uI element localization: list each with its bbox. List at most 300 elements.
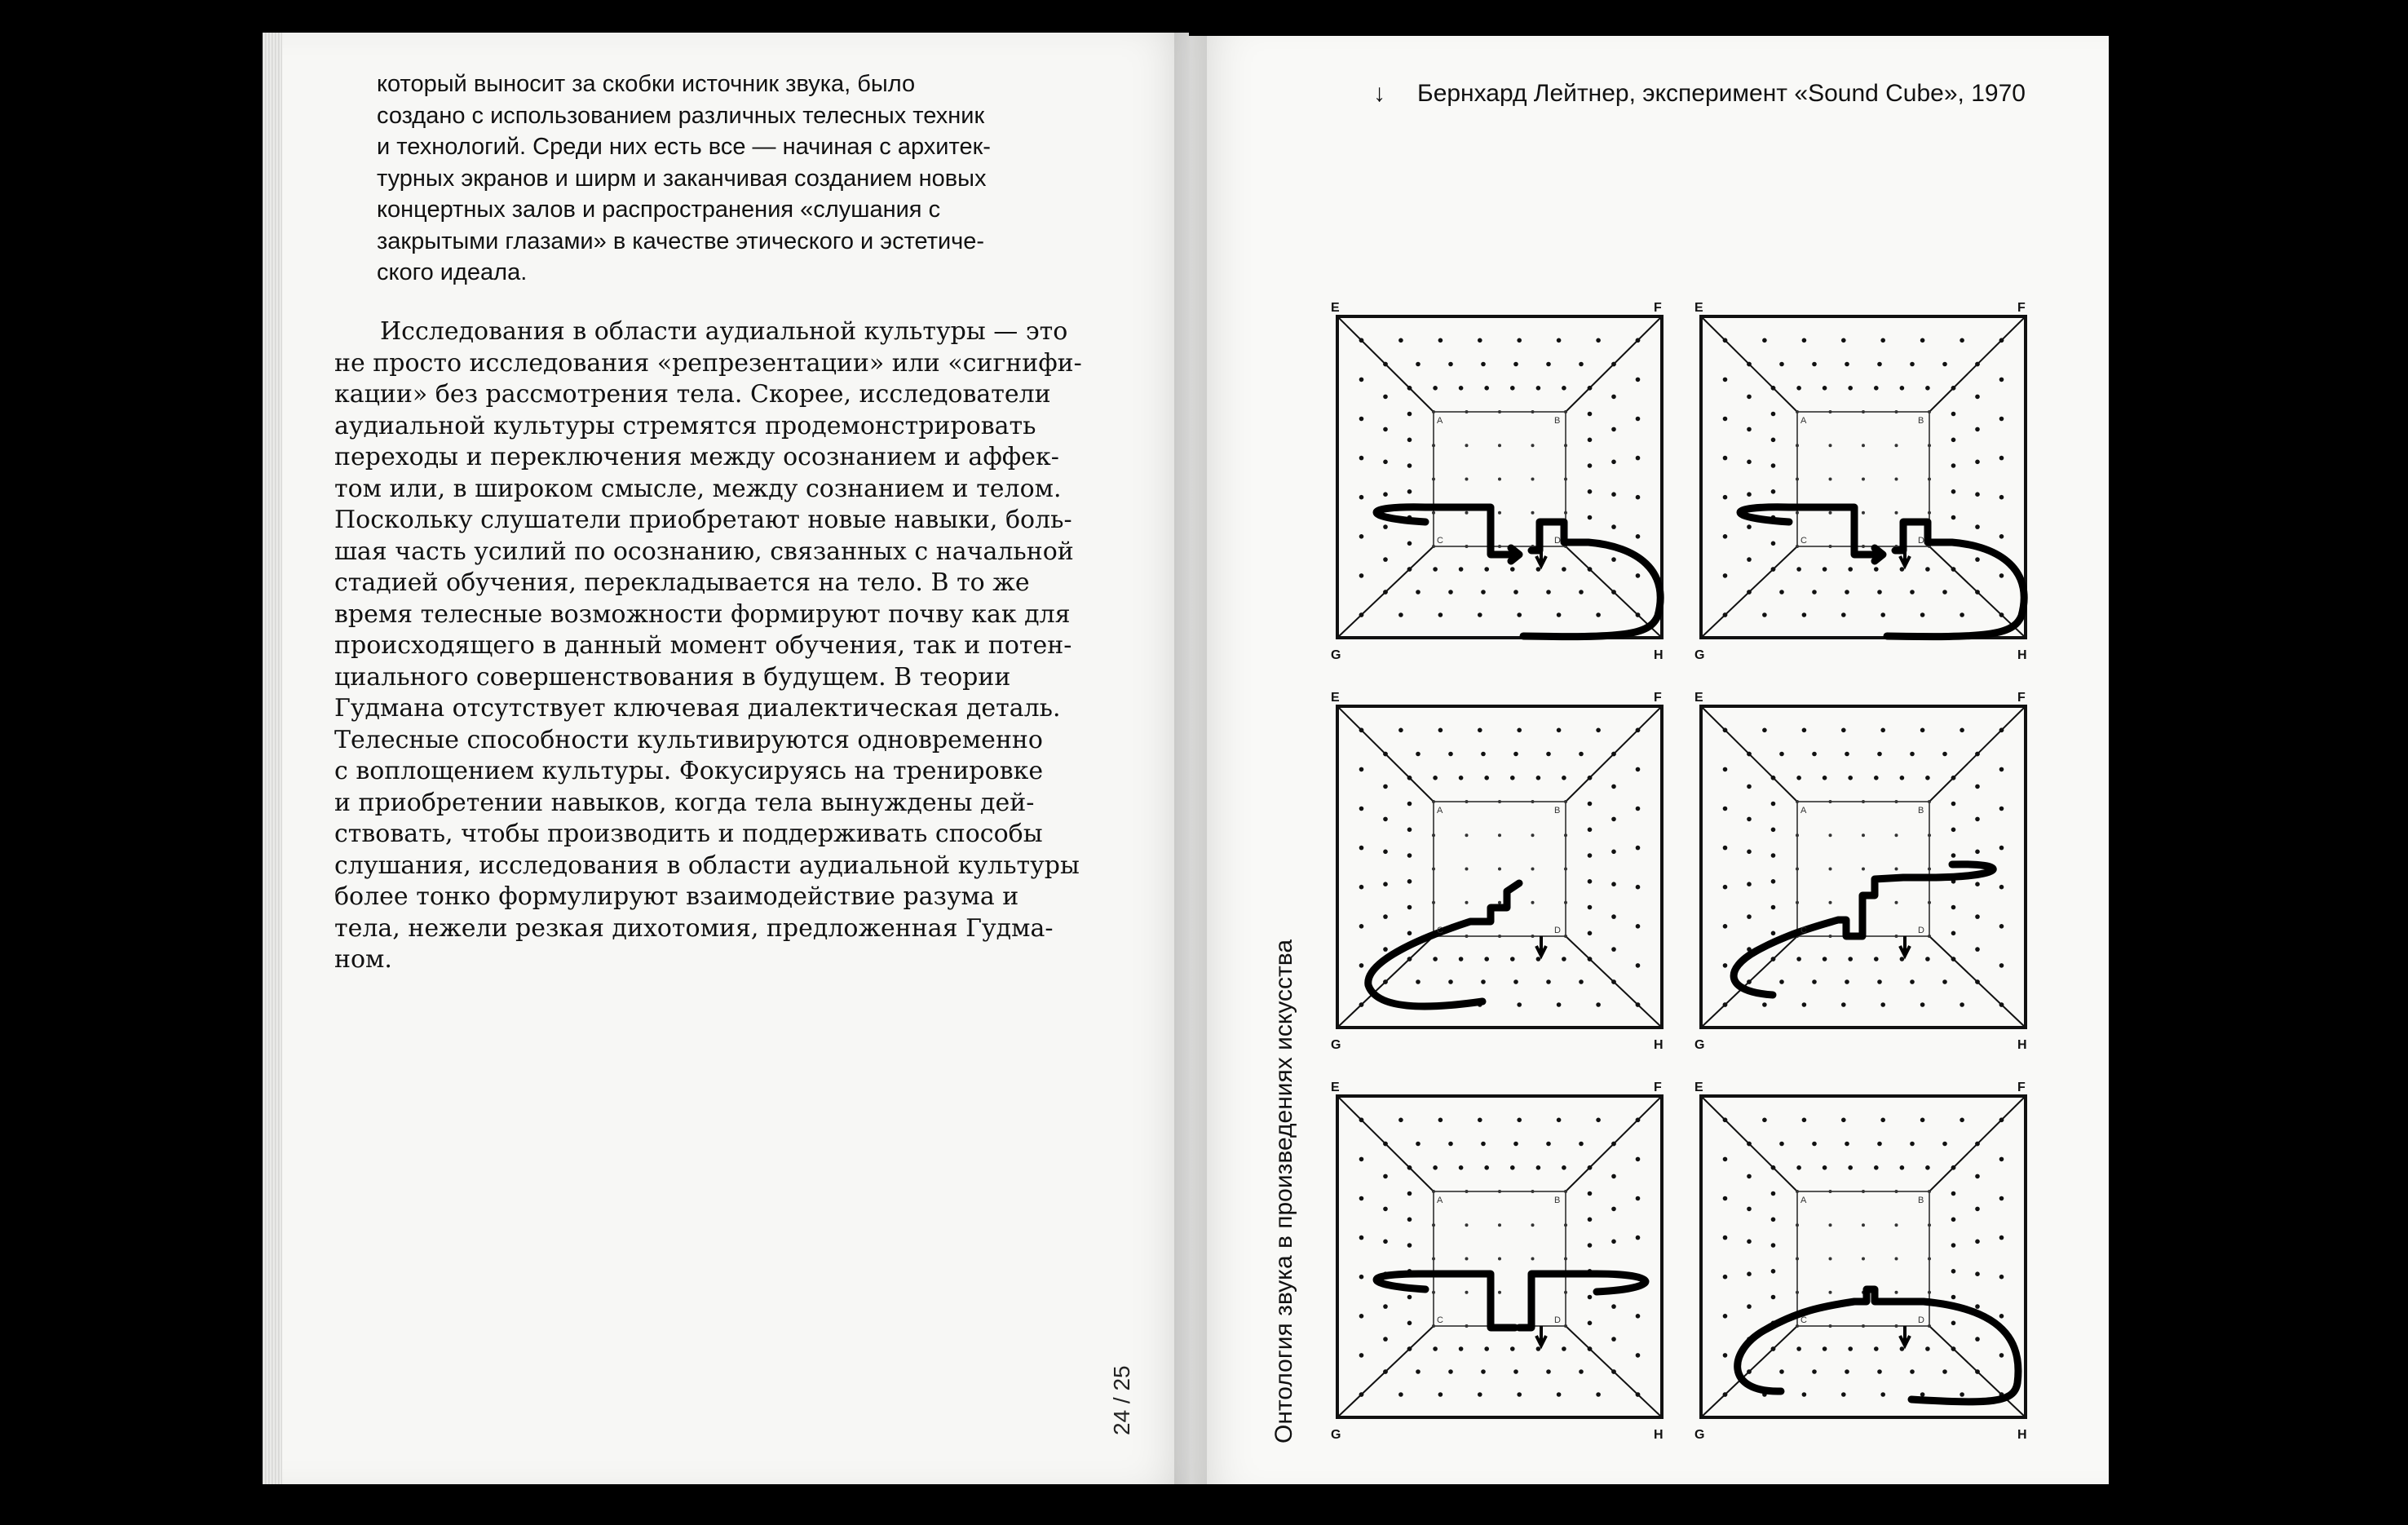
speaker-dot [1796, 1190, 1799, 1193]
speaker-dot [1432, 444, 1435, 447]
speaker-dot [1636, 495, 1641, 500]
speaker-dot [1636, 1002, 1641, 1007]
speaker-dot [1920, 728, 1925, 733]
speaker-dot [1416, 1369, 1420, 1374]
speaker-dot [1433, 957, 1438, 961]
speaker-dot [1802, 728, 1807, 733]
speaker-dot [1999, 1353, 2004, 1358]
inner-corner-label: B [1918, 806, 1924, 816]
speaker-dot [1975, 785, 1980, 789]
speaker-dot [1564, 511, 1567, 515]
speaker-dot [1975, 1174, 1980, 1179]
speaker-dot [1960, 612, 1964, 617]
corner-label: F [1654, 302, 1662, 315]
speaker-dot [1920, 338, 1925, 343]
corner-label: E [1331, 302, 1340, 315]
speaker-dot [1557, 338, 1562, 343]
speaker-dot [1942, 979, 1947, 984]
speaker-dot [1465, 800, 1469, 803]
speaker-dot [1359, 1196, 1364, 1201]
speaker-dot [1848, 386, 1853, 391]
speaker-dot [1432, 511, 1435, 515]
speaker-dot [1975, 1369, 1980, 1374]
speaker-dot [1723, 1118, 1728, 1123]
speaker-dot [1951, 489, 1956, 494]
text-line: который выносит за скобки источник звука, было [377, 71, 916, 97]
speaker-dot [1407, 1218, 1412, 1222]
speaker-dot [1762, 338, 1767, 343]
speaker-dot [1531, 444, 1535, 447]
speaker-dot [1877, 752, 1882, 757]
speaker-dot [1481, 1142, 1486, 1147]
speaker-dot [1465, 833, 1469, 837]
speaker-dot [1928, 901, 1931, 904]
speaker-dot [1416, 590, 1420, 595]
speaker-dot [1588, 879, 1593, 884]
speaker-dot [1829, 1258, 1832, 1261]
speaker-dot [1951, 1165, 1956, 1170]
speaker-dot [1359, 767, 1364, 772]
speaker-dot [1407, 905, 1412, 910]
speaker-dot [1862, 1258, 1865, 1261]
speaker-dot [1771, 776, 1776, 780]
speaker-dot [1920, 612, 1925, 617]
speaker-dot [1951, 1243, 1956, 1248]
speaker-dot [1588, 1165, 1593, 1170]
speaker-dot [1546, 1142, 1551, 1147]
speaker-dot [1564, 800, 1567, 803]
speaker-dot [1975, 1337, 1980, 1342]
speaker-dot [1862, 800, 1865, 803]
speaker-dot [1611, 882, 1616, 886]
speaker-dot [1359, 338, 1364, 343]
speaker-dot [1465, 868, 1469, 871]
speaker-dot [1557, 1392, 1562, 1397]
speaker-dot [1636, 573, 1641, 578]
inner-corner-label: A [1800, 416, 1807, 426]
speaker-dot [1928, 1190, 1931, 1193]
speaker-dot [1383, 524, 1388, 529]
speaker-dot [1862, 511, 1865, 515]
text-line: с воплощением культуры. Фокусируясь на тренировке [334, 757, 1044, 785]
speaker-dot [1999, 612, 2004, 617]
speaker-dot [1999, 846, 2004, 851]
speaker-dot [1796, 776, 1801, 780]
speaker-dot [1636, 1196, 1641, 1201]
speaker-dot [1407, 828, 1412, 833]
speaker-dot [1517, 728, 1522, 733]
speaker-dot [1636, 885, 1641, 890]
speaker-dot [1802, 1118, 1807, 1123]
paragraph-sans [377, 69, 1070, 289]
speaker-dot [1951, 438, 1956, 443]
speaker-dot [1359, 885, 1364, 890]
speaker-dot [1564, 478, 1567, 481]
speaker-dot [1771, 1218, 1776, 1222]
speaker-dot [1636, 378, 1641, 382]
speaker-dot [1951, 1191, 1956, 1196]
speaker-dot [1588, 1218, 1593, 1222]
speaker-dot [1459, 776, 1464, 780]
speaker-dot [1611, 1174, 1616, 1179]
speaker-dot [1517, 1118, 1522, 1123]
speaker-dot [1823, 567, 1827, 572]
speaker-dot [1771, 957, 1776, 961]
speaker-dot [1762, 728, 1767, 733]
speaker-dot [1747, 590, 1752, 595]
speaker-dot [1910, 979, 1915, 984]
speaker-dot [1841, 1002, 1846, 1007]
speaker-dot [1951, 1218, 1956, 1222]
speaker-dot [1478, 338, 1482, 343]
corner-label: G [1694, 648, 1705, 661]
speaker-dot [1557, 612, 1562, 617]
speaker-dot [1862, 1324, 1865, 1328]
speaker-dot [1588, 1346, 1593, 1351]
speaker-dot [1498, 478, 1501, 481]
speaker-dot [1829, 901, 1832, 904]
speaker-dot [1588, 957, 1593, 961]
corner-label: H [1654, 1428, 1664, 1440]
corner-label: G [1694, 1038, 1705, 1050]
speaker-dot [1723, 1002, 1728, 1007]
speaker-dot [1433, 776, 1438, 780]
speaker-dot [1596, 728, 1601, 733]
speaker-dot [1383, 395, 1388, 400]
speaker-dot [1513, 1369, 1518, 1374]
speaker-dot [1510, 386, 1515, 391]
speaker-dot [1723, 1314, 1728, 1319]
speaker-dot [1546, 752, 1551, 757]
speaker-dot [1564, 1291, 1567, 1294]
speaker-dot [1779, 1142, 1784, 1147]
speaker-dot [1910, 590, 1915, 595]
speaker-dot [1999, 885, 2004, 890]
speaker-dot [1895, 833, 1898, 837]
corner-label: G [1694, 1428, 1705, 1440]
speaker-dot [1432, 800, 1435, 803]
sound-path [1376, 507, 1660, 637]
arrow-down-icon [1900, 1326, 1910, 1346]
sound-cube-diagram [1691, 302, 2034, 661]
inner-corner-label: A [1437, 1196, 1443, 1205]
speaker-dot [1465, 1291, 1469, 1294]
speaker-dot [1438, 612, 1443, 617]
speaker-dot [1862, 1190, 1865, 1193]
speaker-dot [1895, 800, 1898, 803]
speaker-dot [1895, 410, 1898, 413]
speaker-dot [1459, 957, 1464, 961]
speaker-dot [1484, 567, 1489, 572]
speaker-dot [1611, 524, 1616, 529]
text-line: время телесные возможности формируют почву как для [334, 599, 1071, 629]
speaker-dot [1407, 1321, 1412, 1326]
speaker-dot [1407, 879, 1412, 884]
speaker-dot [1432, 1291, 1435, 1294]
speaker-dot [1928, 478, 1931, 481]
speaker-dot [1762, 1002, 1767, 1007]
speaker-dot [1359, 963, 1364, 968]
speaker-dot [1999, 456, 2004, 461]
speaker-dot [1562, 1165, 1566, 1170]
speaker-dot [1877, 590, 1882, 595]
speaker-dot [1438, 1392, 1443, 1397]
speaker-dot [1383, 557, 1388, 562]
speaker-dot [1771, 1295, 1776, 1300]
speaker-dot [1498, 444, 1501, 447]
speaker-dot [1999, 534, 2004, 539]
speaker-dot [1942, 1142, 1947, 1147]
speaker-dot [1928, 833, 1931, 837]
speaker-dot [1433, 1346, 1438, 1351]
speaker-dot [1564, 1324, 1567, 1328]
speaker-dot [1880, 338, 1885, 343]
speaker-dot [1951, 1295, 1956, 1300]
sound-cube-diagram [1691, 692, 2034, 1050]
speaker-dot [1747, 427, 1752, 432]
speaker-dot [1951, 386, 1956, 391]
corner-label: F [2017, 1081, 2026, 1094]
speaker-dot [1432, 1258, 1435, 1261]
speaker-dot [1432, 1324, 1435, 1328]
speaker-dot [1481, 362, 1486, 367]
speaker-dot [1611, 1207, 1616, 1212]
speaker-dot [1928, 1324, 1931, 1328]
speaker-dot [1564, 1223, 1567, 1227]
speaker-dot [1960, 728, 1964, 733]
corner-label: G [1331, 1428, 1341, 1440]
speaker-dot [1975, 590, 1980, 595]
speaker-dot [1829, 545, 1832, 548]
speaker-dot [1895, 1291, 1898, 1294]
speaker-dot [1951, 931, 1956, 936]
speaker-dot [1432, 868, 1435, 871]
speaker-dot [1812, 590, 1817, 595]
speaker-dot [1407, 853, 1412, 858]
speaker-dot [1845, 1369, 1849, 1374]
speaker-dot [1841, 1392, 1846, 1397]
speaker-dot [1796, 386, 1801, 391]
speaker-dot [1779, 752, 1784, 757]
speaker-dot [1636, 612, 1641, 617]
inner-corner-label: D [1554, 536, 1561, 546]
speaker-dot [1747, 882, 1752, 886]
speaker-dot [1510, 567, 1515, 572]
speaker-dot [1536, 776, 1541, 780]
speaker-dot [1723, 338, 1728, 343]
speaker-dot [1771, 463, 1776, 468]
speaker-dot [1611, 557, 1616, 562]
speaker-dot [1588, 802, 1593, 807]
speaker-dot [1895, 1223, 1898, 1227]
text-line: аудиальной культуры стремятся продемонстрировать [334, 411, 1036, 440]
inner-corner-label: C [1437, 1315, 1443, 1325]
speaker-dot [1611, 1337, 1616, 1342]
speaker-dot [1407, 1165, 1412, 1170]
speaker-dot [1975, 1142, 1980, 1147]
speaker-dot [1359, 495, 1364, 500]
speaker-dot [1747, 850, 1752, 855]
speaker-dot [1975, 492, 1980, 497]
speaker-dot [1531, 1258, 1535, 1261]
speaker-dot [1564, 1258, 1567, 1261]
speaker-dot [1636, 1235, 1641, 1240]
text-line: и приобретении навыков, когда тела вынуждены дей- [334, 788, 1035, 817]
speaker-dot [1999, 924, 2004, 929]
speaker-dot [1636, 807, 1641, 811]
speaker-dot [1928, 868, 1931, 871]
speaker-dot [1900, 776, 1905, 780]
speaker-dot [1723, 612, 1728, 617]
speaker-dot [1845, 752, 1849, 757]
speaker-dot [1975, 1240, 1980, 1244]
speaker-dot [1999, 1157, 2004, 1162]
speaker-dot [1465, 1258, 1469, 1261]
sound-path [1740, 507, 2024, 637]
speaker-dot [1960, 1002, 1964, 1007]
inner-corner-label: C [1800, 926, 1807, 935]
speaker-dot [1564, 1190, 1567, 1193]
speaker-dot [1999, 417, 2004, 422]
speaker-dot [1723, 1392, 1728, 1397]
speaker-dot [1588, 1243, 1593, 1248]
speaker-dot [1588, 515, 1593, 520]
speaker-dot [1407, 1346, 1412, 1351]
speaker-dot [1359, 1353, 1364, 1358]
speaker-dot [1498, 1190, 1501, 1193]
speaker-dot [1636, 534, 1641, 539]
speaker-dot [1531, 901, 1535, 904]
speaker-dot [1925, 776, 1930, 780]
speaker-dot [1999, 728, 2004, 733]
speaker-dot [1771, 802, 1776, 807]
speaker-dot [1407, 1295, 1412, 1300]
text-line: более тонко формулируют взаимодействие разума и [334, 882, 1019, 911]
speaker-dot [1771, 438, 1776, 443]
speaker-dot [1928, 1258, 1931, 1261]
speaker-dot [1513, 752, 1518, 757]
speaker-dot [1848, 1165, 1853, 1170]
speaker-dot [1951, 776, 1956, 780]
inner-corner-label: B [1918, 416, 1924, 426]
speaker-dot [1513, 362, 1518, 367]
speaker-dot [1874, 957, 1879, 961]
speaker-dot [1407, 567, 1412, 572]
speaker-dot [1920, 1392, 1925, 1397]
speaker-dot [1383, 1207, 1388, 1212]
speaker-dot [1796, 868, 1799, 871]
speaker-dot [1498, 410, 1501, 413]
speaker-dot [1862, 410, 1865, 413]
sound-path [1376, 1274, 1646, 1328]
speaker-dot [1557, 1002, 1562, 1007]
speaker-dot [1517, 1392, 1522, 1397]
speaker-dot [1747, 524, 1752, 529]
speaker-dot [1359, 1314, 1364, 1319]
speaker-dot [1433, 1165, 1438, 1170]
inner-corner-label: D [1918, 926, 1924, 935]
speaker-dot [1557, 728, 1562, 733]
speaker-dot [1562, 567, 1566, 572]
speaker-dot [1465, 935, 1469, 938]
speaker-dot [1862, 1223, 1865, 1227]
inner-corner-label: D [1554, 926, 1561, 935]
speaker-dot [1579, 362, 1584, 367]
speaker-dot [1498, 901, 1501, 904]
speaker-dot [1359, 378, 1364, 382]
speaker-dot [1951, 853, 1956, 858]
speaker-dot [1747, 817, 1752, 822]
speaker-dot [1383, 362, 1388, 367]
speaker-dot [1747, 1369, 1752, 1374]
inner-corner-label: B [1918, 1196, 1924, 1205]
speaker-dot [1636, 456, 1641, 461]
speaker-dot [1611, 492, 1616, 497]
speaker-dot [1484, 957, 1489, 961]
speaker-dot [1975, 395, 1980, 400]
speaker-dot [1416, 979, 1420, 984]
speaker-dot [1359, 1002, 1364, 1007]
speaker-dot [1925, 386, 1930, 391]
corner-label: H [2017, 648, 2027, 661]
speaker-dot [1848, 776, 1853, 780]
text-line: не просто исследования «репрезентации» или «сигнифи- [334, 348, 1082, 378]
speaker-dot [1910, 752, 1915, 757]
speaker-dot [1536, 1165, 1541, 1170]
book-gutter [1174, 33, 1207, 1484]
speaker-dot [1465, 545, 1469, 548]
text-line: ном. [334, 945, 392, 974]
speaker-dot [1975, 557, 1980, 562]
corner-label: F [2017, 692, 2026, 705]
corner-label: H [1654, 648, 1664, 661]
speaker-dot [1925, 957, 1930, 961]
speaker-dot [1636, 924, 1641, 929]
speaker-dot [1762, 1118, 1767, 1123]
speaker-dot [1910, 1369, 1915, 1374]
speaker-dot [1829, 1324, 1832, 1328]
speaker-dot [1407, 489, 1412, 494]
speaker-dot [1465, 410, 1469, 413]
speaker-dot [1928, 935, 1931, 938]
speaker-dot [1432, 1190, 1435, 1193]
speaker-dot [1723, 1196, 1728, 1201]
speaker-dot [1999, 573, 2004, 578]
speaker-dot [1536, 1346, 1541, 1351]
speaker-dot [1536, 567, 1541, 572]
speaker-dot [1880, 1392, 1885, 1397]
speaker-dot [1874, 386, 1879, 391]
speaker-dot [1636, 728, 1641, 733]
text-line: Гудмана отсутствует ключевая диалектическая деталь. [334, 694, 1061, 723]
speaker-dot [1747, 362, 1752, 367]
speaker-dot [1465, 1190, 1469, 1193]
speaker-dot [1796, 1324, 1799, 1328]
speaker-dot [1459, 1346, 1464, 1351]
speaker-dot [1564, 444, 1567, 447]
speaker-dot [1498, 800, 1501, 803]
speaker-dot [1951, 802, 1956, 807]
speaker-dot [1796, 800, 1799, 803]
speaker-dot [1611, 1142, 1616, 1147]
speaker-dot [1771, 489, 1776, 494]
speaker-dot [1802, 612, 1807, 617]
arrow-down-icon [1536, 1326, 1546, 1346]
speaker-dot [1484, 1346, 1489, 1351]
speaker-dot [1448, 362, 1453, 367]
speaker-dot [1510, 776, 1515, 780]
speaker-dot [1432, 833, 1435, 837]
